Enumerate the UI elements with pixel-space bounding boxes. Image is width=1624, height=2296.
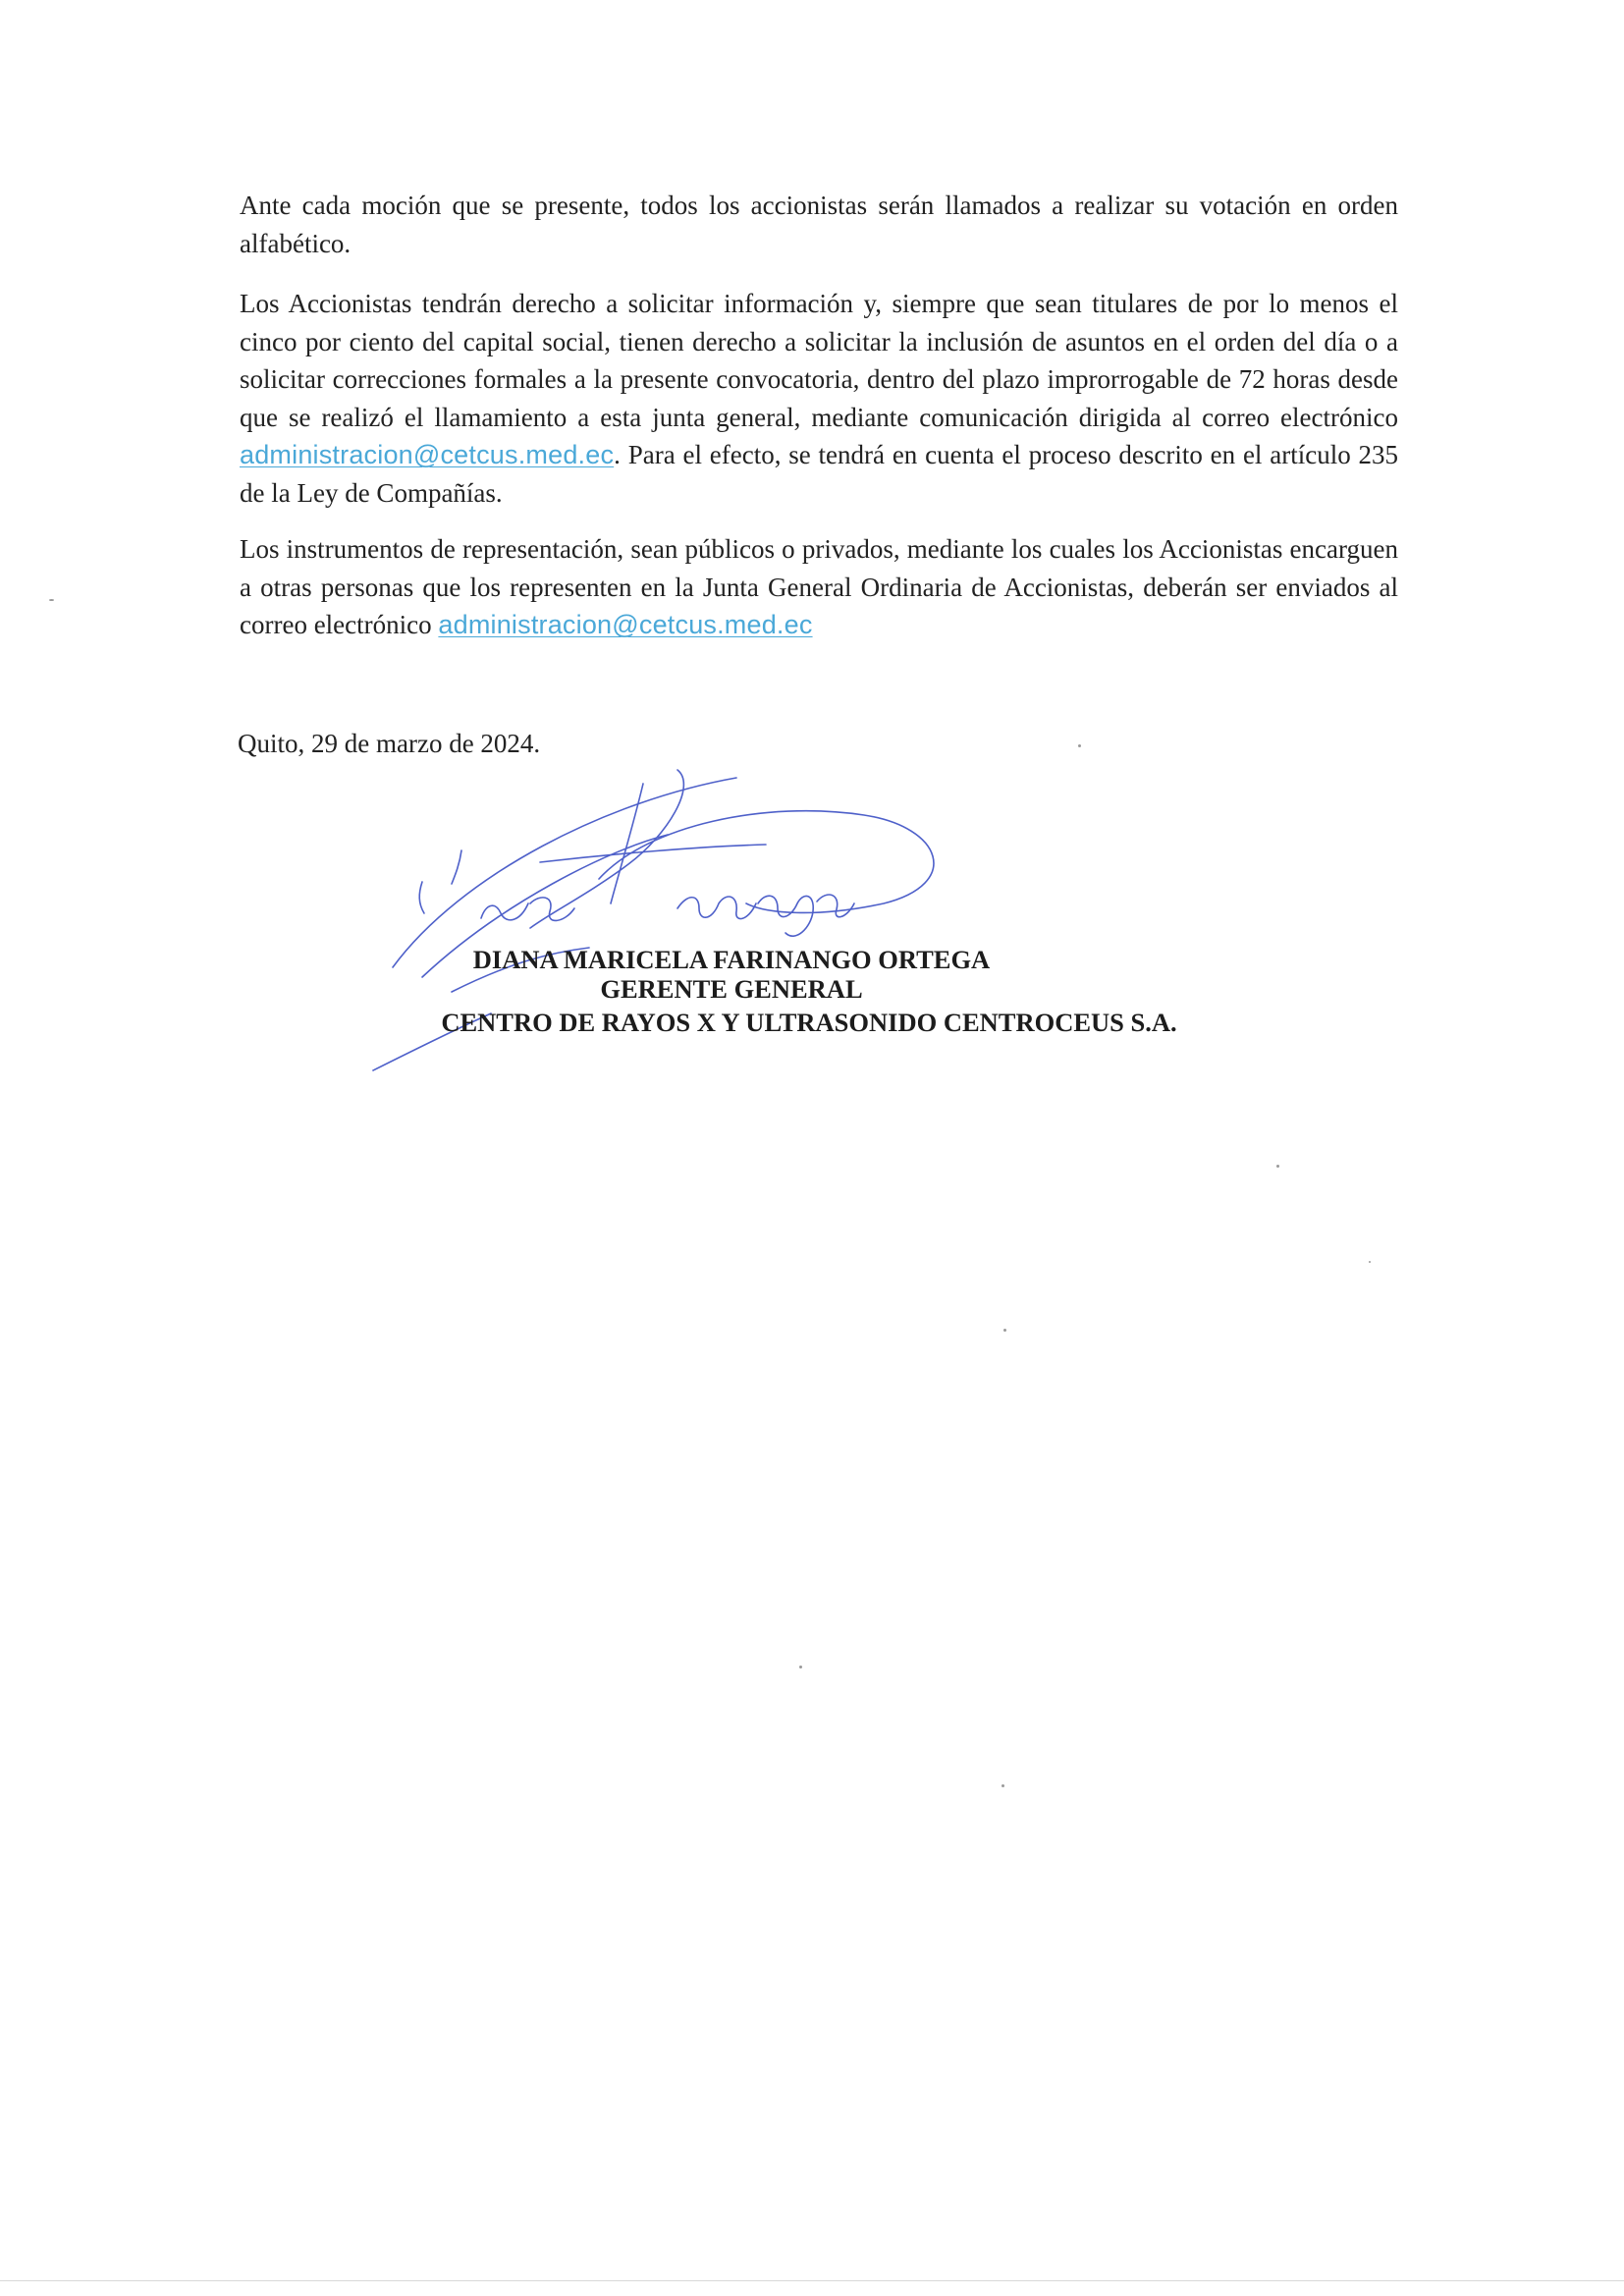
paragraph-text: Los instrumentos de representación, sean públicos o privados, mediante los cuales los Accionistas encarguen a otras personas que los representen en la Junta General Ordinaria de Accionistas, deberán ser enviados al correo electrónico xyxy=(240,534,1398,639)
scan-speck xyxy=(1003,1329,1006,1332)
page-edge xyxy=(0,2280,1624,2281)
signer-title: GERENTE GENERAL xyxy=(600,974,863,1004)
paragraph-text: . Para el efecto, se tendrá en cuenta el proceso descrito en el artículo 235 de la Ley de Compañías. xyxy=(240,440,1398,508)
scan-speck xyxy=(1276,1165,1279,1168)
paragraph-voting-order xyxy=(240,187,1398,262)
scan-speck xyxy=(1078,744,1081,747)
paragraph-representation-instruments xyxy=(240,530,1398,644)
scan-speck xyxy=(1369,1261,1371,1263)
scan-speck xyxy=(49,599,54,601)
paragraph-shareholder-rights xyxy=(240,285,1398,512)
scan-speck xyxy=(799,1666,802,1668)
paragraph-text: Los Accionistas tendrán derecho a solicitar información y, siempre que sean titulares de por lo menos el cinco por ciento del capital social, tienen derecho a solicitar la inclusión de asuntos en el orden del día o a solicitar correcciones formales a la presente convocatoria, dentro del plazo improrrogable de 72 horas desde que se realizó el llamamiento a esta junta general, mediante comunicación dirigida al correo electrónico xyxy=(240,289,1398,432)
email-link[interactable]: administracion@cetcus.med.ec xyxy=(438,610,813,639)
signer-company: CENTRO DE RAYOS X Y ULTRASONIDO CENTROCEUS S.A. xyxy=(441,1008,1177,1037)
scan-speck xyxy=(1001,1784,1004,1787)
paragraph-text: Ante cada moción que se presente, todos los accionistas serán llamados a realizar su votación en orden alfabético. xyxy=(240,191,1398,258)
signer-name: DIANA MARICELA FARINANGO ORTEGA xyxy=(472,945,991,974)
date-line: Quito, 29 de marzo de 2024. xyxy=(238,729,541,758)
email-link[interactable]: administracion@cetcus.med.ec xyxy=(240,440,615,469)
